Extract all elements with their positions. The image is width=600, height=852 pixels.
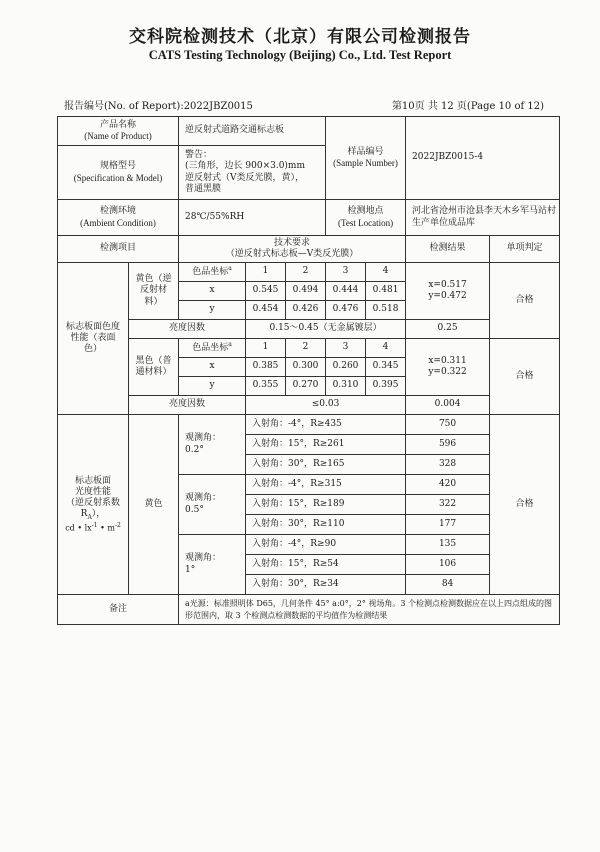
result-2-2: 84: [406, 575, 490, 595]
black-result-xy: x=0.311 y=0.322: [406, 339, 490, 396]
header-result: 检测结果: [406, 236, 490, 263]
sample-number-label: 样品编号 (Sample Number): [326, 117, 406, 200]
coord-label: 色品坐标$^a$: [179, 263, 246, 282]
black-y-4: 0.395: [366, 377, 406, 396]
spec-label: 规格型号 (Specification & Model): [58, 146, 179, 200]
point-1-black: 1: [246, 339, 286, 358]
req-1-0: 入射角：-4°，R≥315: [246, 475, 406, 495]
point-2-black: 2: [286, 339, 326, 358]
obs-angle-0-5: 观测角： 0.5°: [179, 475, 246, 535]
yellow-luminance-result: 0.25: [406, 320, 490, 339]
yellow-judge: 合格: [490, 263, 560, 339]
header-judge: 单项判定: [490, 236, 560, 263]
black-y-2: 0.270: [286, 377, 326, 396]
result-1-1: 322: [406, 495, 490, 515]
black-x-2: 0.300: [286, 358, 326, 377]
result-1-2: 177: [406, 515, 490, 535]
req-1-1: 入射角：15°，R≥189: [246, 495, 406, 515]
point-1: 1: [246, 263, 286, 282]
result-0-0: 750: [406, 415, 490, 435]
photometric-section-label: 标志板面 光度性能 （逆反射系数 $R_A$）， cd • $lx^{-1}$ • $m^{-2}$: [58, 415, 129, 595]
point-4-black: 4: [366, 339, 406, 358]
result-1-0: 420: [406, 475, 490, 495]
req-2-0: 入射角：-4°，R≥90: [246, 535, 406, 555]
black-y-1: 0.355: [246, 377, 286, 396]
req-0-2: 入射角：30°，R≥165: [246, 455, 406, 475]
ambient-label: 检测环境 (Ambient Condition): [58, 200, 179, 236]
yellow-x-3: 0.444: [326, 282, 366, 301]
yellow-luminance-label: 亮度因数: [129, 320, 246, 339]
spec-value: 警告： (三角形，边长 900×3.0)mm 逆反射式（V类反光膜，黄）， 普通黑膜: [179, 146, 326, 200]
header-requirement: 技术要求 （逆反射式标志板—V类反光膜）: [179, 236, 406, 263]
black-judge: 合格: [490, 339, 560, 415]
req-0-0: 入射角：-4°，R≥435: [246, 415, 406, 435]
product-value: 逆反射式道路交通标志板: [179, 117, 326, 146]
note-text: a光源：标准照明体 D65，几何条件 45° a:0°，2° 视场角。3 个检测点检测数据应在以上四点组成的图形范围内，取 3 个检测点检测数据的平均值作为检测结果: [179, 595, 560, 625]
yellow-y-3: 0.476: [326, 301, 366, 320]
req-2-1: 入射角：15°，R≥54: [246, 555, 406, 575]
x-label-black: x: [179, 358, 246, 377]
yellow-label: 黄色（逆反射材料）: [129, 263, 179, 320]
obs-angle-1: 观测角： 1°: [179, 535, 246, 595]
yellow-luminance-req: 0.15～0.45（无金属镀层）: [246, 320, 406, 339]
black-x-1: 0.385: [246, 358, 286, 377]
result-2-1: 106: [406, 555, 490, 575]
report-title-cn: 交科院检测技术（北京）有限公司检测报告: [129, 27, 471, 47]
point-2: 2: [286, 263, 326, 282]
report-title-en: CATS Testing Technology (Beijing) Co., Ltd. Test Report: [148, 48, 452, 62]
yellow-x-2: 0.494: [286, 282, 326, 301]
point-3: 3: [326, 263, 366, 282]
black-luminance-req: ≤0.03: [246, 396, 406, 415]
test-location-label: 检测地点 (Test Location): [326, 200, 406, 236]
req-2-2: 入射角：30°，R≥34: [246, 575, 406, 595]
y-label-black: y: [179, 377, 246, 396]
test-location-value: 河北省沧州市沧县李天木乡军马站村生产单位成品库: [406, 200, 560, 236]
product-label: 产品名称 (Name of Product): [58, 117, 179, 146]
photometric-judge: 合格: [490, 415, 560, 595]
report-table: [57, 116, 560, 625]
req-0-1: 入射角：15°，R≥261: [246, 435, 406, 455]
black-x-4: 0.345: [366, 358, 406, 377]
ambient-value: 28℃/55%RH: [179, 200, 326, 236]
black-luminance-label: 亮度因数: [129, 396, 246, 415]
yellow-y-4: 0.518: [366, 301, 406, 320]
point-3-black: 3: [326, 339, 366, 358]
sample-number-value: 2022JBZ0015-4: [406, 117, 560, 200]
black-luminance-result: 0.004: [406, 396, 490, 415]
yellow-y-2: 0.426: [286, 301, 326, 320]
result-0-1: 596: [406, 435, 490, 455]
obs-angle-0-2: 观测角： 0.2°: [179, 415, 246, 475]
page-number: 第10页 共 12 页(Page 10 of 12): [391, 101, 544, 112]
x-label: x: [179, 282, 246, 301]
yellow-y-1: 0.454: [246, 301, 286, 320]
req-1-2: 入射角：30°，R≥110: [246, 515, 406, 535]
result-0-2: 328: [406, 455, 490, 475]
color-section-label: 标志板面色度性能（表面色）: [58, 263, 129, 415]
yellow-x-1: 0.545: [246, 282, 286, 301]
yellow-result-xy: x=0.517 y=0.472: [406, 263, 490, 320]
header-item: 检测项目: [58, 236, 179, 263]
coord-label-black: 色品坐标$^a$: [179, 339, 246, 358]
point-4: 4: [366, 263, 406, 282]
y-label: y: [179, 301, 246, 320]
black-x-3: 0.260: [326, 358, 366, 377]
yellow-x-4: 0.481: [366, 282, 406, 301]
report-number: 报告编号(No. of Report):2022JBZ0015: [64, 101, 253, 112]
black-y-3: 0.310: [326, 377, 366, 396]
result-2-0: 135: [406, 535, 490, 555]
photometric-color: 黄色: [129, 415, 179, 595]
black-label: 黑色（普通材料）: [129, 339, 179, 396]
note-label: 备注: [58, 595, 179, 625]
